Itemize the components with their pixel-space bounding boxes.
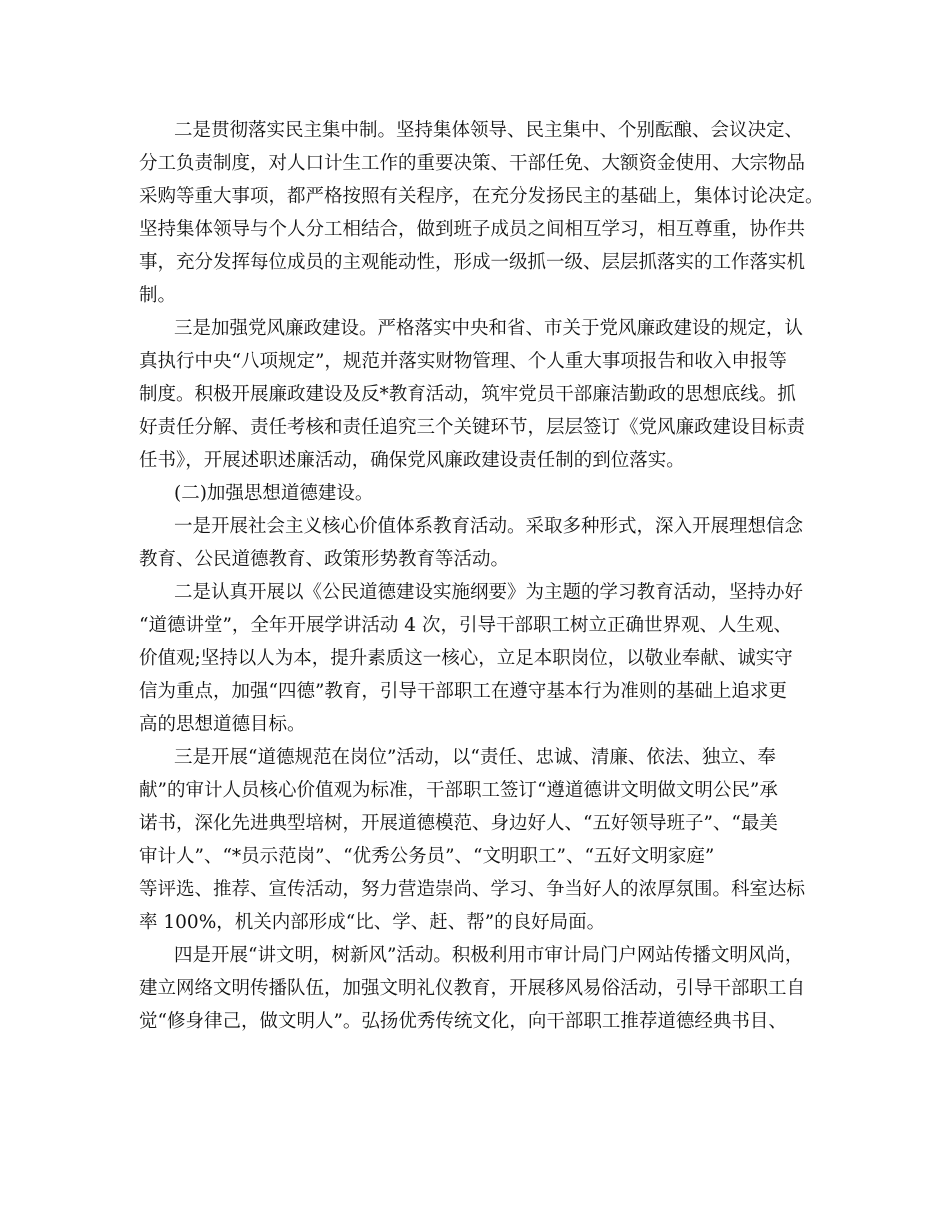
text-line: 献”的审计人员核心价值观为标准，干部职工签订“遵道德讲文明做文明公民”承 (139, 780, 778, 801)
text-line: 真执行中央“八项规定”，规范并落实财物管理、个人重大事项报告和收入申报等 (139, 351, 787, 372)
text-line: 任书》，开展述职述廉活动，确保党风廉政建设责任制的到位落实。 (139, 450, 685, 471)
text-line: 诺书，深化先进典型培树，开展道德模范、身边好人、“五好领导班子”、“最美 (139, 813, 778, 834)
text-line: 二是贯彻落实民主集中制。坚持集体领导、民主集中、个别酝酿、会议决定、 (174, 120, 804, 141)
text-line: 三是开展“道德规范在岗位”活动，以“责任、忠诚、清廉、依法、独立、奉 (174, 747, 776, 768)
text-line: 信为重点，加强“四德”教育，引导干部职工在遵守基本行为准则的基础上追求更 (139, 681, 787, 702)
text-line: 建立网络文明传播队伍，加强文明礼仪教育，开展移风易俗活动，引导干部职工自 (139, 978, 806, 999)
text-line: 事，充分发挥每位成员的主观能动性，形成一级抓一级、层层抓落实的工作落实机 (139, 252, 806, 273)
text-line: 制。 (139, 285, 177, 306)
text-line: 三是加强党风廉政建设。严格落实中央和省、市关于党风廉政建设的规定，认 (174, 318, 804, 339)
text-line: 四是开展“讲文明，树新风”活动。积极利用市审计局门户网站传播文明风尚， (174, 945, 804, 966)
text-line: 价值观;坚持以人为本，提升素质这一核心，立足本职岗位，以敬业奉献、诚实守 (139, 648, 793, 669)
text-line: 觉“修身律己，做文明人”。弘扬优秀传统文化，向干部职工推荐道德经典书目、 (139, 1011, 787, 1032)
text-line: 好责任分解、责任考核和责任追究三个关键环节，层层签订《党风廉政建设目标责 (139, 417, 806, 438)
text-line: “道德讲堂”，全年开展学讲活动 4 次，引导干部职工树立正确世界观、人生观、 (139, 615, 792, 636)
text-line: 审计人”、“*员示范岗”、“优秀公务员”、“文明职工”、“五好文明家庭” (139, 846, 715, 867)
text-line: 等评选、推荐、宣传活动，努力营造崇尚、学习、争当好人的浓厚氛围。科室达标 (139, 879, 806, 900)
text-line: 高的思想道德目标。 (139, 714, 306, 735)
text-line: 采购等重大事项，都严格按照有关程序，在充分发扬民主的基础上，集体讨论决定。 (139, 186, 824, 207)
text-line: 分工负责制度，对人口计生工作的重要决策、干部任免、大额资金使用、大宗物品 (139, 153, 806, 174)
text-line: 二是认真开展以《公民道德建设实施纲要》为主题的学习教育活动，坚持办好 (174, 582, 804, 603)
text-line: 制度。积极开展廉政建设及反*教育活动，筑牢党员干部廉洁勤政的思想底线。抓 (139, 384, 796, 405)
text-line: 一是开展社会主义核心价值体系教育活动。采取多种形式，深入开展理想信念 (174, 516, 804, 537)
text-line: 率 100%，机关内部形成“比、学、赶、帮”的良好局面。 (139, 912, 606, 933)
text-line: 坚持集体领导与个人分工相结合，做到班子成员之间相互学习，相互尊重，协作共 (139, 219, 806, 240)
text-line: 教育、公民道德教育、政策形势教育等活动。 (139, 549, 510, 570)
section-heading: (二)加强思想道德建设。 (174, 483, 374, 504)
